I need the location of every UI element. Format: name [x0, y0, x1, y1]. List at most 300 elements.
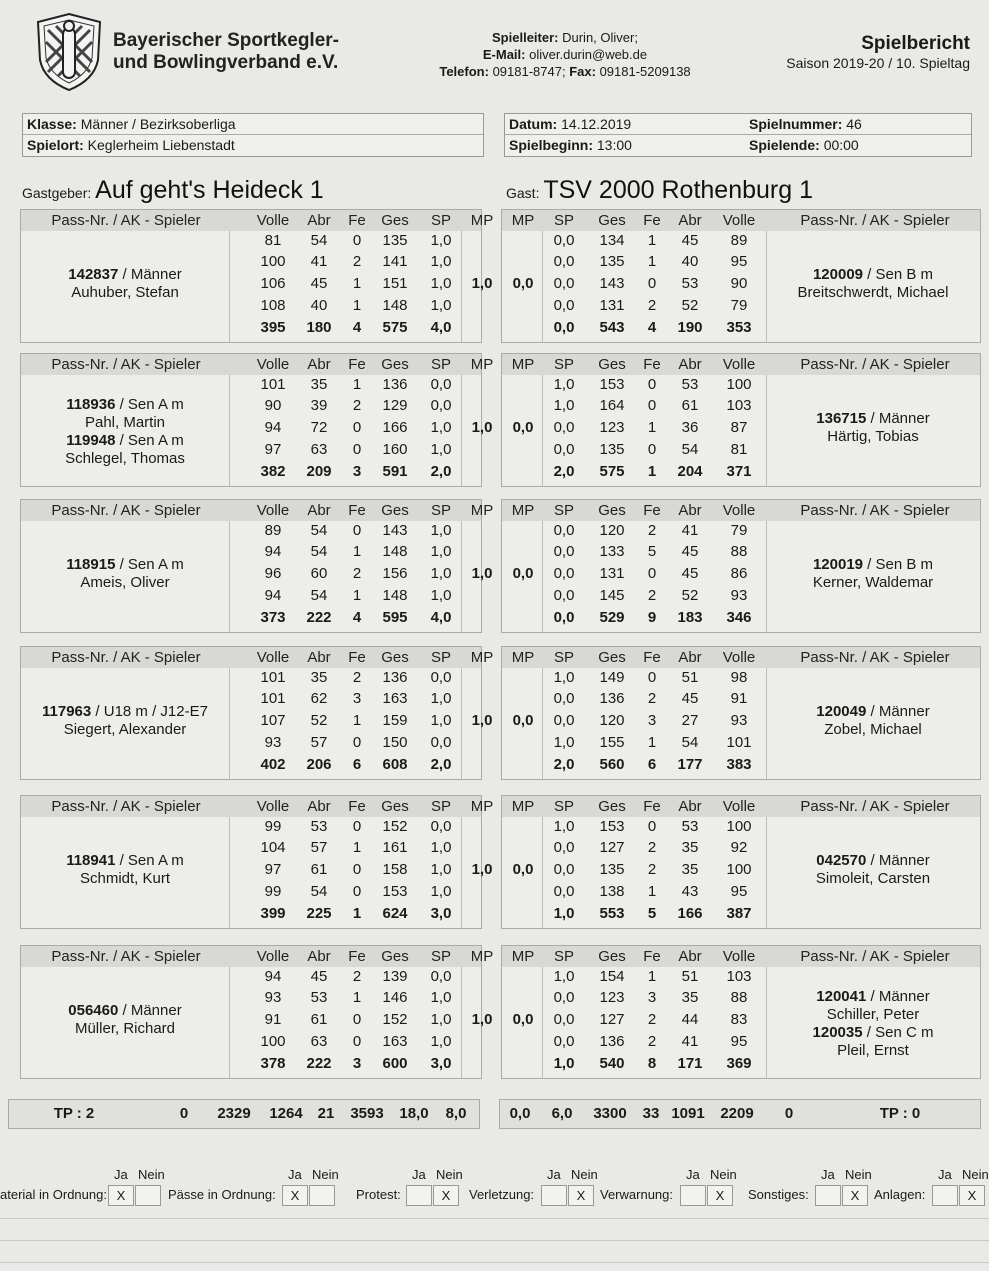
score-cell: 1	[352, 297, 362, 314]
player-age-class: / Sen A m	[115, 432, 184, 449]
player-pass	[21, 556, 229, 574]
score-cell: 0	[352, 734, 362, 751]
match-info-right: Datum: 14.12.2019 Spielnummer: 46 Spielbeginn: 13:00 Spielende: 00:00	[504, 113, 972, 157]
player-pass	[21, 432, 229, 450]
score-cell: 90	[264, 397, 282, 414]
home-player-panel	[20, 209, 494, 343]
score-cell: 88	[730, 989, 748, 1006]
score-cell: 131	[599, 297, 625, 314]
player-name: Schlegel, Thomas	[65, 450, 185, 467]
checklist-label: Verletzung:	[469, 1187, 535, 1202]
column-divider	[542, 521, 543, 632]
mp-cell: 1,0	[471, 712, 493, 729]
player-info	[766, 703, 980, 739]
total-cell: 369	[726, 1055, 752, 1072]
report-subtitle: Saison 2019-20 / 10. Spieltag	[786, 55, 970, 71]
player-info	[766, 988, 980, 1060]
player-pass	[21, 852, 229, 870]
yes-label: Ja	[547, 1167, 561, 1182]
player-pass	[21, 1002, 229, 1020]
no-label: Nein	[436, 1167, 463, 1182]
column-header-mp: MP	[511, 649, 535, 666]
checkbox-ja[interactable]	[680, 1185, 706, 1206]
score-cell: 0,0	[553, 565, 575, 582]
player-age-class: / Männer	[866, 852, 930, 869]
column-header-mp: MP	[511, 798, 535, 815]
score-cell: 57	[310, 839, 328, 856]
score-cell: 27	[681, 712, 699, 729]
yes-label: Ja	[412, 1167, 426, 1182]
score-cell: 0,0	[553, 419, 575, 436]
score-cell: 94	[264, 968, 282, 985]
checkbox-nein[interactable]: X	[959, 1185, 985, 1206]
guest-player-panel	[501, 795, 981, 929]
column-header-mp: MP	[470, 212, 494, 229]
total-cell: 171	[677, 1055, 703, 1072]
checkbox-ja[interactable]	[815, 1185, 841, 1206]
checkbox-ja[interactable]: X	[282, 1185, 308, 1206]
total-cell: 1	[352, 905, 362, 922]
column-header-abr: Abr	[307, 212, 331, 229]
total-cell: 183	[677, 609, 703, 626]
score-cell: 54	[310, 232, 328, 249]
score-cell: 0,0	[430, 734, 452, 751]
column-header-ges: Ges	[598, 948, 626, 965]
score-cell: 150	[382, 734, 408, 751]
column-header-volle: Volle	[256, 212, 290, 229]
score-cell: 134	[599, 232, 625, 249]
column-header-player: Pass-Nr. / AK - Spieler	[51, 212, 201, 229]
player-pass-number: 120035	[812, 1024, 863, 1041]
score-cell: 143	[599, 275, 625, 292]
score-cell: 100	[260, 253, 286, 270]
score-cell: 81	[264, 232, 282, 249]
player-info	[21, 556, 229, 592]
score-cell: 2	[352, 669, 362, 686]
player-pass-number: 120049	[816, 703, 867, 720]
score-cell: 83	[730, 1011, 748, 1028]
score-cell: 99	[264, 818, 282, 835]
score-cell: 2	[647, 690, 657, 707]
no-label: Nein	[138, 1167, 165, 1182]
score-cell: 3	[647, 989, 657, 1006]
home-player-panel	[20, 795, 494, 929]
column-header-sp: SP	[430, 798, 451, 815]
score-cell: 1,0	[430, 712, 452, 729]
column-header-mp: MP	[470, 948, 494, 965]
total-cell: 399	[260, 905, 286, 922]
player-pass-number: 119948	[66, 432, 116, 449]
score-cell: 97	[264, 441, 282, 458]
score-cell: 120	[599, 522, 625, 539]
score-cell: 158	[382, 861, 408, 878]
home-team: Gastgeber: Auf geht's Heideck 1	[22, 176, 324, 204]
score-cell: 127	[599, 839, 625, 856]
guest-player-panel	[501, 646, 981, 780]
score-cell: 98	[730, 669, 748, 686]
score-cell: 1,0	[430, 419, 452, 436]
guest-team: Gast: TSV 2000 Rothenburg 1	[506, 176, 813, 204]
checkbox-ja[interactable]	[541, 1185, 567, 1206]
score-cell: 106	[260, 275, 286, 292]
player-pass	[21, 396, 229, 414]
player-name: Siegert, Alexander	[63, 721, 187, 738]
score-cell: 40	[681, 253, 699, 270]
score-cell: 1	[647, 232, 657, 249]
total-cell: 543	[599, 319, 625, 336]
score-cell: 1	[647, 253, 657, 270]
checklist-label: Pässe in Ordnung:	[168, 1187, 276, 1202]
score-cell: 96	[264, 565, 282, 582]
column-header-volle: Volle	[722, 798, 756, 815]
player-pass-number: 042570	[816, 852, 867, 869]
player-age-class: / Männer	[118, 1002, 182, 1019]
column-header-volle: Volle	[722, 948, 756, 965]
column-divider	[229, 231, 230, 342]
column-divider	[542, 375, 543, 486]
player-age-class: / Männer	[866, 703, 930, 720]
score-cell: 97	[264, 861, 282, 878]
column-header-volle: Volle	[256, 798, 290, 815]
organization-name: Bayerischer Sportkegler- und Bowlingverband e.V.	[113, 30, 339, 73]
column-divider	[542, 668, 543, 779]
score-cell: 101	[260, 690, 286, 707]
total-cell: 1,0	[553, 905, 575, 922]
score-cell: 148	[382, 297, 408, 314]
score-cell: 1	[647, 734, 657, 751]
column-header-abr: Abr	[678, 356, 702, 373]
score-cell: 123	[599, 419, 625, 436]
score-cell: 39	[310, 397, 328, 414]
total-cell: 8	[647, 1055, 657, 1072]
total-cell: 378	[260, 1055, 286, 1072]
player-info	[21, 1002, 229, 1038]
score-cell: 0,0	[553, 989, 575, 1006]
score-cell: 0,0	[553, 253, 575, 270]
no-label: Nein	[312, 1167, 339, 1182]
score-cell: 1,0	[553, 397, 575, 414]
score-cell: 1,0	[553, 376, 575, 393]
score-cell: 41	[681, 1033, 699, 1050]
total-cell: 206	[306, 756, 332, 773]
column-header-mp: MP	[470, 356, 494, 373]
score-cell: 88	[730, 543, 748, 560]
checkbox-nein[interactable]: X	[707, 1185, 733, 1206]
player-info	[766, 410, 980, 446]
checkbox-ja[interactable]	[932, 1185, 958, 1206]
score-cell: 41	[310, 253, 328, 270]
player-pass-number: 120041	[816, 988, 867, 1005]
score-cell: 1,0	[553, 734, 575, 751]
total-cell: 166	[677, 905, 703, 922]
score-cell: 57	[310, 734, 328, 751]
score-cell: 155	[599, 734, 625, 751]
player-pass	[21, 703, 229, 721]
mp-cell: 0,0	[512, 861, 534, 878]
score-cell: 101	[726, 734, 752, 751]
score-cell: 0	[352, 818, 362, 835]
score-cell: 93	[730, 712, 748, 729]
score-cell: 79	[730, 522, 748, 539]
total-cell: 6	[352, 756, 362, 773]
column-header-sp: SP	[553, 948, 574, 965]
column-header-mp: MP	[511, 356, 535, 373]
score-cell: 1,0	[430, 883, 452, 900]
total-cell: 600	[382, 1055, 408, 1072]
score-cell: 94	[264, 419, 282, 436]
score-cell: 101	[260, 376, 286, 393]
checkbox-nein[interactable]	[135, 1185, 161, 1206]
score-cell: 0	[647, 397, 657, 414]
total-cell: 2,0	[430, 463, 452, 480]
score-cell: 136	[599, 690, 625, 707]
column-header-abr: Abr	[678, 649, 702, 666]
column-header-abr: Abr	[307, 948, 331, 965]
score-cell: 154	[599, 968, 625, 985]
score-cell: 0,0	[553, 297, 575, 314]
column-header-sp: SP	[430, 502, 451, 519]
player-name: Breitschwerdt, Michael	[797, 284, 949, 301]
score-cell: 2	[647, 839, 657, 856]
score-cell: 92	[730, 839, 748, 856]
score-cell: 0,0	[553, 232, 575, 249]
score-cell: 0,0	[430, 376, 452, 393]
score-cell: 136	[599, 1033, 625, 1050]
mp-cell: 1,0	[471, 275, 493, 292]
score-cell: 107	[260, 712, 286, 729]
total-cell: 4,0	[430, 319, 452, 336]
score-cell: 62	[310, 690, 328, 707]
score-cell: 161	[382, 839, 408, 856]
score-cell: 0	[352, 522, 362, 539]
total-cell: 608	[382, 756, 408, 773]
total-cell: 353	[726, 319, 752, 336]
score-cell: 0,0	[553, 883, 575, 900]
score-cell: 54	[681, 734, 699, 751]
column-header-player: Pass-Nr. / AK - Spieler	[800, 212, 950, 229]
total-cell: 1,0	[553, 1055, 575, 1072]
column-header-fe: Fe	[643, 212, 661, 229]
score-cell: 61	[310, 861, 328, 878]
score-cell: 1,0	[430, 587, 452, 604]
score-cell: 63	[310, 1033, 328, 1050]
total-cell: 560	[599, 756, 625, 773]
player-name: Härtig, Tobias	[827, 428, 919, 445]
score-cell: 0,0	[553, 861, 575, 878]
column-header-fe: Fe	[348, 948, 366, 965]
player-age-class: / Sen B m	[863, 556, 934, 573]
mp-cell: 0,0	[512, 712, 534, 729]
score-cell: 35	[681, 989, 699, 1006]
score-cell: 1	[352, 712, 362, 729]
score-cell: 94	[264, 543, 282, 560]
column-header-volle: Volle	[256, 502, 290, 519]
column-header-fe: Fe	[643, 356, 661, 373]
score-cell: 51	[681, 669, 699, 686]
total-cell: 595	[382, 609, 408, 626]
player-pass	[766, 1024, 980, 1042]
column-divider	[542, 817, 543, 928]
score-cell: 0,0	[430, 818, 452, 835]
yes-label: Ja	[114, 1167, 128, 1182]
score-cell: 146	[382, 989, 408, 1006]
checkbox-ja[interactable]: X	[108, 1185, 134, 1206]
score-cell: 120	[599, 712, 625, 729]
score-cell: 1,0	[430, 1033, 452, 1050]
report-title: Spielbericht	[861, 33, 970, 54]
score-cell: 100	[726, 818, 752, 835]
total-cell: 222	[306, 609, 332, 626]
match-info-left: Klasse: Männer / Bezirksoberliga Spielort: Keglerheim Liebenstadt	[22, 113, 484, 157]
player-pass	[766, 556, 980, 574]
score-cell: 1	[352, 587, 362, 604]
score-cell: 0	[647, 565, 657, 582]
total-cell: 2,0	[553, 756, 575, 773]
score-cell: 89	[730, 232, 748, 249]
score-cell: 45	[681, 543, 699, 560]
score-cell: 35	[310, 669, 328, 686]
score-cell: 79	[730, 297, 748, 314]
score-cell: 0	[352, 419, 362, 436]
score-cell: 2	[352, 397, 362, 414]
player-pass	[766, 266, 980, 284]
player-age-class: / Sen A m	[115, 396, 184, 413]
no-label: Nein	[962, 1167, 989, 1182]
column-header-sp: SP	[430, 356, 451, 373]
column-header-mp: MP	[511, 948, 535, 965]
score-cell: 139	[382, 968, 408, 985]
score-cell: 35	[681, 839, 699, 856]
total-cell: 553	[599, 905, 625, 922]
score-cell: 1,0	[553, 669, 575, 686]
player-name: Kerner, Waldemar	[812, 574, 934, 591]
score-cell: 135	[599, 441, 625, 458]
column-header-player: Pass-Nr. / AK - Spieler	[51, 649, 201, 666]
player-age-class: / Sen A m	[115, 852, 184, 869]
total-cell: 177	[677, 756, 703, 773]
score-cell: 0,0	[553, 839, 575, 856]
score-cell: 94	[264, 587, 282, 604]
score-cell: 156	[382, 565, 408, 582]
score-cell: 148	[382, 543, 408, 560]
score-cell: 53	[681, 818, 699, 835]
column-header-volle: Volle	[722, 649, 756, 666]
player-pass	[766, 988, 980, 1006]
score-cell: 123	[599, 989, 625, 1006]
total-cell: 395	[260, 319, 286, 336]
score-cell: 100	[726, 376, 752, 393]
column-header-fe: Fe	[348, 502, 366, 519]
player-info	[21, 852, 229, 888]
column-header-mp: MP	[470, 798, 494, 815]
yes-label: Ja	[288, 1167, 302, 1182]
score-cell: 148	[382, 587, 408, 604]
score-cell: 1	[352, 543, 362, 560]
column-header-ges: Ges	[598, 502, 626, 519]
player-pass-number: 120009	[812, 266, 864, 283]
contact-info: Spielleiter: Durin, Oliver; E-Mail: oliver.durin@web.de Telefon: 09181-8747; Fax: 09181-5209138	[439, 30, 691, 79]
score-cell: 0,0	[553, 543, 575, 560]
column-header-player: Pass-Nr. / AK - Spieler	[51, 948, 201, 965]
score-cell: 52	[681, 297, 699, 314]
checkbox-nein[interactable]: X	[433, 1185, 459, 1206]
home-player-panel	[20, 499, 494, 633]
column-header-volle: Volle	[722, 502, 756, 519]
player-info	[766, 266, 980, 302]
checklist-label: Protest:	[356, 1187, 401, 1202]
player-info	[21, 396, 229, 468]
score-cell: 1,0	[430, 1011, 452, 1028]
score-cell: 0	[647, 376, 657, 393]
column-header-fe: Fe	[643, 798, 661, 815]
score-cell: 61	[310, 1011, 328, 1028]
score-cell: 52	[310, 712, 328, 729]
total-cell: 383	[726, 756, 752, 773]
column-header-abr: Abr	[678, 502, 702, 519]
score-cell: 163	[382, 690, 408, 707]
column-header-volle: Volle	[256, 356, 290, 373]
total-cell: 204	[677, 463, 703, 480]
score-cell: 0,0	[430, 968, 452, 985]
column-header-abr: Abr	[307, 649, 331, 666]
total-cell: 3	[352, 463, 362, 480]
column-header-ges: Ges	[381, 649, 409, 666]
total-cell: 540	[599, 1055, 625, 1072]
total-cell: 371	[726, 463, 752, 480]
checkbox-nein[interactable]: X	[842, 1185, 868, 1206]
column-header-sp: SP	[553, 212, 574, 229]
score-cell: 45	[310, 968, 328, 985]
player-pass	[766, 410, 980, 428]
column-header-mp: MP	[511, 502, 535, 519]
yes-label: Ja	[938, 1167, 952, 1182]
home-player-panel	[20, 353, 494, 487]
score-cell: 136	[382, 669, 408, 686]
total-cell: 3,0	[430, 1055, 452, 1072]
column-header-player: Pass-Nr. / AK - Spieler	[800, 798, 950, 815]
score-cell: 95	[730, 883, 748, 900]
checkbox-nein[interactable]	[309, 1185, 335, 1206]
score-cell: 86	[730, 565, 748, 582]
score-cell: 100	[260, 1033, 286, 1050]
score-cell: 54	[681, 441, 699, 458]
column-header-player: Pass-Nr. / AK - Spieler	[800, 502, 950, 519]
checkbox-nein[interactable]: X	[568, 1185, 594, 1206]
total-cell: 591	[382, 463, 408, 480]
column-header-ges: Ges	[381, 212, 409, 229]
score-cell: 72	[310, 419, 328, 436]
player-info	[766, 556, 980, 592]
score-cell: 40	[310, 297, 328, 314]
checkbox-ja[interactable]	[406, 1185, 432, 1206]
score-cell: 53	[310, 818, 328, 835]
score-cell: 0,0	[553, 690, 575, 707]
score-cell: 0	[352, 861, 362, 878]
total-cell: 2,0	[430, 756, 452, 773]
mp-cell: 1,0	[471, 1011, 493, 1028]
column-header-player: Pass-Nr. / AK - Spieler	[51, 502, 201, 519]
total-cell: 4	[352, 609, 362, 626]
column-header-ges: Ges	[598, 212, 626, 229]
score-cell: 103	[726, 968, 752, 985]
score-cell: 36	[681, 419, 699, 436]
score-cell: 87	[730, 419, 748, 436]
column-header-sp: SP	[553, 356, 574, 373]
total-cell: 209	[306, 463, 332, 480]
score-cell: 0	[352, 232, 362, 249]
total-cell: 4,0	[430, 609, 452, 626]
score-cell: 1,0	[553, 818, 575, 835]
